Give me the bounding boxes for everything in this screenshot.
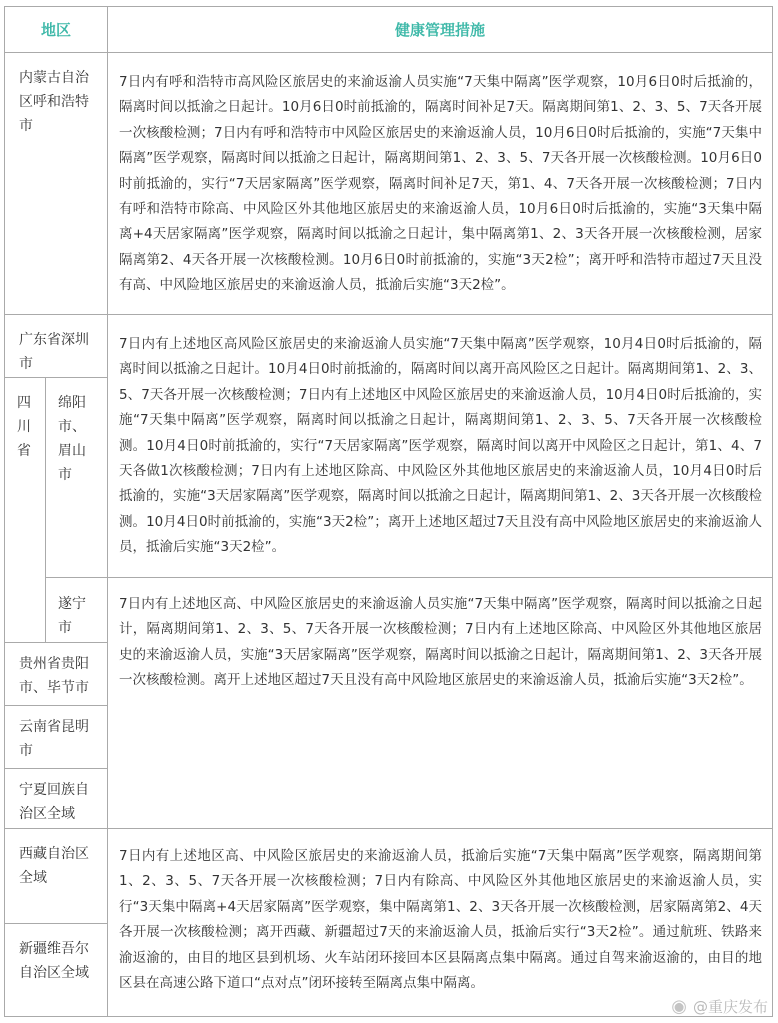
measure-shenzhen-sichuan: 7日内有上述地区高风险区旅居史的来渝返渝人员实施“7天集中隔离”医学观察，10月4日0时后抵渝的，隔离时间以抵渝之日起计。10月4日0时前抵渝的，隔离时间以离开高风险区之日起计。隔离期间第1、2、3、5、7天各开展一次核酸检测；7日内有上述地区中风险区旅居史的来渝返渝人员，10月4日0时后抵渝的，实施“7天集中隔离”医学观察，隔离时间以抵渝之日起计，隔离期间第1、2、3、5、7天各开展一次核酸检测。10月4日0时前抵渝的，实行“7天居家隔离”医学观察，隔离时间以离开中风险区之日起计，第1、4、7天各做1次核酸检测；7日内有上述地区除高、中风险区外其他地区旅居史的来渝返渝人员，10月4日0时后抵渝的，实施“3天居家隔离”医学观察，隔离时间以抵渝之日起计，隔离期间第1、2、3天各开展一次核酸检测。10月4日0时前抵渝的，实施“3天2检”；离开上述地区超过7天且没有高中风险地区旅居史的来渝返渝人员，抵渝后实施“3天2检”。 <box>119 336 762 556</box>
region-xinjiang: 新疆维吾尔自治区全域 <box>19 941 89 981</box>
region-sichuan: 四川省 <box>17 395 31 459</box>
region-mianyang-meishan: 绵阳市、眉山市 <box>58 395 86 483</box>
watermark <box>671 996 768 1017</box>
region-suining: 遂宁市 <box>58 596 86 636</box>
header-region: 地区 <box>40 20 71 39</box>
measure-suining-etc: 7日内有上述地区高、中风险区旅居史的来渝返渝人员实施“7天集中隔离”医学观察，隔离时间以抵渝之日起计，隔离期间第1、2、3、5、7天各开展一次核酸检测；7日内有上述地区除高、中风险区外其他地区旅居史的来渝返渝人员，实施“3天居家隔离”医学观察，隔离时间以抵渝之日起计，隔离期间第1、2、3天各开展一次核酸检测。离开上述地区超过7天且没有高中风险地区旅居史的来渝返渝人员，抵渝后实施“3天2检”。 <box>119 596 762 689</box>
weibo-icon: ◉ <box>671 996 687 1017</box>
measure-tibet-xinjiang: 7日内有上述地区高、中风险区旅居史的来渝返渝人员，抵渝后实施“7天集中隔离”医学观察，隔离期间第1、2、3、5、7天各开展一次核酸检测；7日内有除高、中风险区外其他地区旅居史的来渝返渝人员，实行“3天集中隔离+4天居家隔离”医学观察，集中隔离第1、2、3天各开展一次核酸检测，居家隔离第2、4天各开展一次核酸检测；离开西藏、新疆超过7天的来渝返渝人员，抵渝后实行“3天2检”。通过航班、铁路来渝返渝的，由目的地区县到机场、火车站闭环接回本区县隔离点集中隔离。通过自驾来渝返渝的，由目的地区县在高速公路下道口“点对点”闭环接转至隔离点集中隔离。 <box>119 848 762 992</box>
measure-hohhot: 7日内有呼和浩特市高风险区旅居史的来渝返渝人员实施“7天集中隔离”医学观察，10月6日0时后抵渝的，隔离时间以抵渝之日起计。10月6日0时前抵渝的，隔离时间补足7天。隔离期间第1、2、3、5、7天各开展一次核酸检测；7日内有呼和浩特市中风险区旅居史的来渝返渝人员，10月6日0时后抵渝的，实施“7天集中隔离”医学观察，隔离时间以抵渝之日起计，隔离期间第1、2、3、5、7天各开展一次核酸检测。10月6日0时前抵渝的，实行“7天居家隔离”医学观察，隔离时间补足7天，第1、4、7天各开展一次核酸检测；7日内有呼和浩特市除高、中风险区外其他地区旅居史的来渝返渝人员，10月6日0时后抵渝的，实施“3天集中隔离+4天居家隔离”医学观察，隔离时间以抵渝之日起计，集中隔离第1、2、3天各开展一次核酸检测，居家隔离第2、4天各开展一次核酸检测。10月6日0时前抵渝的，实施“3天2检”；离开呼和浩特市超过7天且没有高、中风险地区旅居史的来渝返渝人员，抵渝后实施“3天2检”。 <box>119 74 762 294</box>
region-hohhot: 内蒙古自治区呼和浩特市 <box>19 70 89 134</box>
region-yunnan: 云南省昆明市 <box>19 719 89 759</box>
region-tibet: 西藏自治区全域 <box>19 846 89 886</box>
region-shenzhen: 广东省深圳市 <box>19 332 89 372</box>
watermark-text: @重庆发布 <box>692 998 768 1016</box>
header-measures: 健康管理措施 <box>394 20 485 39</box>
region-ningxia: 宁夏回族自治区全域 <box>19 782 89 822</box>
region-guizhou: 贵州省贵阳市、毕节市 <box>19 656 89 696</box>
